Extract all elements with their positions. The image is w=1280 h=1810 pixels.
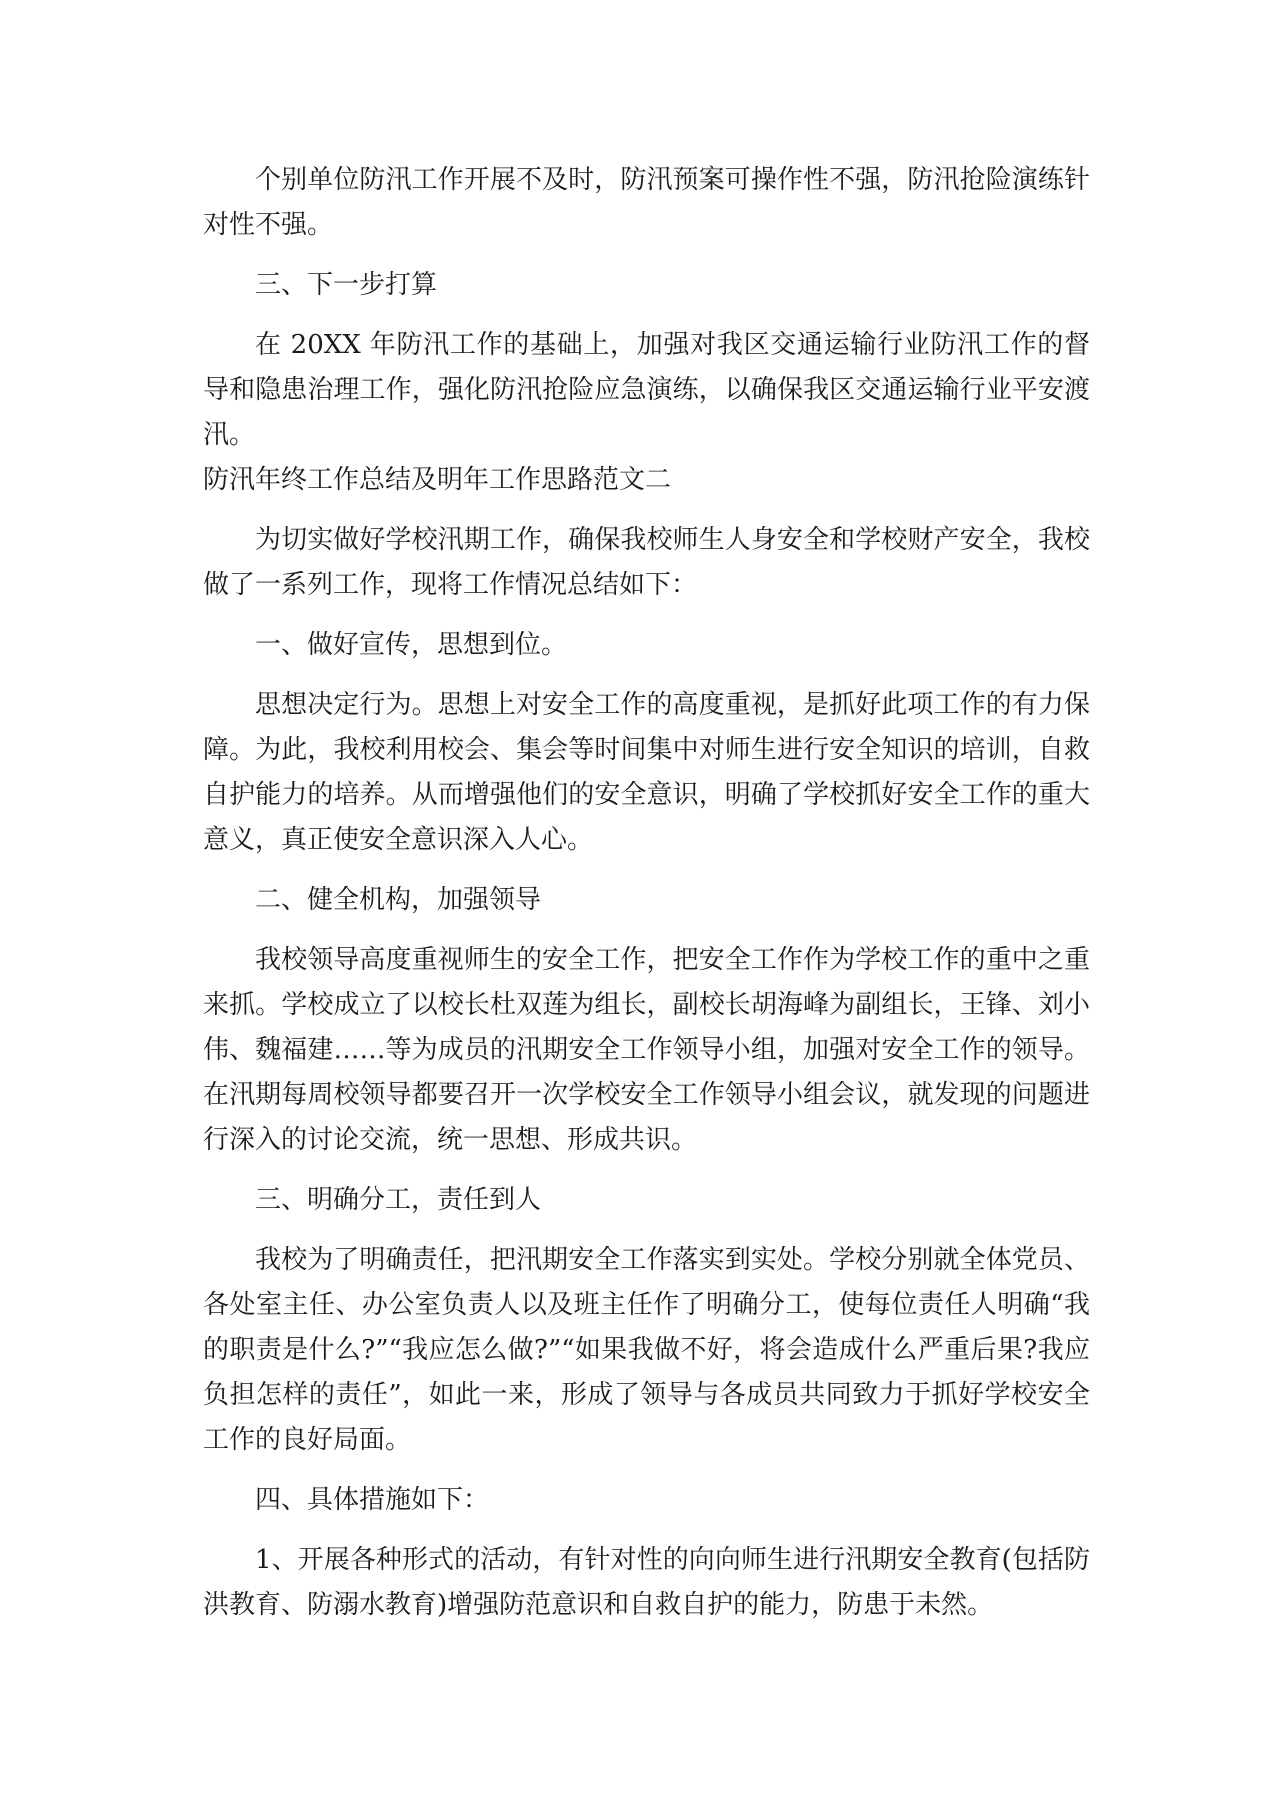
heading-publicity: 一、做好宣传，思想到位。	[255, 630, 568, 660]
paragraph-division-of-labor: 我校为了明确责任，把汛期安全工作落实到实处。学校分别就全体党员、各处室主任、办公室负责人以及班主任作了明确分工，使每位责任人明确“我的职责是什么?”“我应怎么做?”“如果我做不好，将会造成什么严重后果?我应负担怎样的责任”，如此一来，形成了领导与各成员共同致力于抓好学校安全工作的良好局面。	[203, 1245, 1090, 1455]
heading-organization: 二、健全机构，加强领导	[255, 885, 542, 915]
paragraph-organization: 我校领导高度重视师生的安全工作，把安全工作作为学校工作的重中之重来抓。学校成立了以校长杜双莲为组长，副校长胡海峰为副组长，王锋、刘小伟、魏福建……等为成员的汛期安全工作领导小组，加强对安全工作的领导。在汛期每周校领导都要召开一次学校安全工作领导小组会议，就发现的问题进行深入的讨论交流，统一思想、形成共识。	[203, 945, 1090, 1155]
heading-division-of-labor: 三、明确分工，责任到人	[255, 1185, 542, 1215]
heading-next-steps: 三、下一步打算	[255, 270, 438, 300]
document-section-title: 防汛年终工作总结及明年工作思路范文二	[203, 465, 672, 495]
paragraph-measure-1: 1、开展各种形式的活动，有针对性的向向师生进行汛期安全教育(包括防洪教育、防溺水教育)增强防范意识和自救自护的能力，防患于未然。	[203, 1545, 1090, 1620]
paragraph-publicity: 思想决定行为。思想上对安全工作的高度重视，是抓好此项工作的有力保障。为此，我校利用校会、集会等时间集中对师生进行安全知识的培训，自救自护能力的培养。从而增强他们的安全意识，明确了学校抓好安全工作的重大意义，真正使安全意识深入人心。	[203, 690, 1090, 855]
paragraph-problem-text: 个别单位防汛工作开展不及时，防汛预案可操作性不强，防汛抢险演练针对性不强。	[203, 165, 1090, 240]
heading-measures: 四、具体措施如下：	[255, 1485, 490, 1515]
document-body	[203, 158, 1090, 1643]
paragraph-next-steps: 在 20XX 年防汛工作的基础上，加强对我区交通运输行业防汛工作的督导和隐患治理工作，强化防汛抢险应急演练，以确保我区交通运输行业平安渡汛。	[203, 330, 1090, 450]
paragraph-intro: 为切实做好学校汛期工作，确保我校师生人身安全和学校财产安全，我校做了一系列工作，现将工作情况总结如下：	[203, 525, 1090, 600]
